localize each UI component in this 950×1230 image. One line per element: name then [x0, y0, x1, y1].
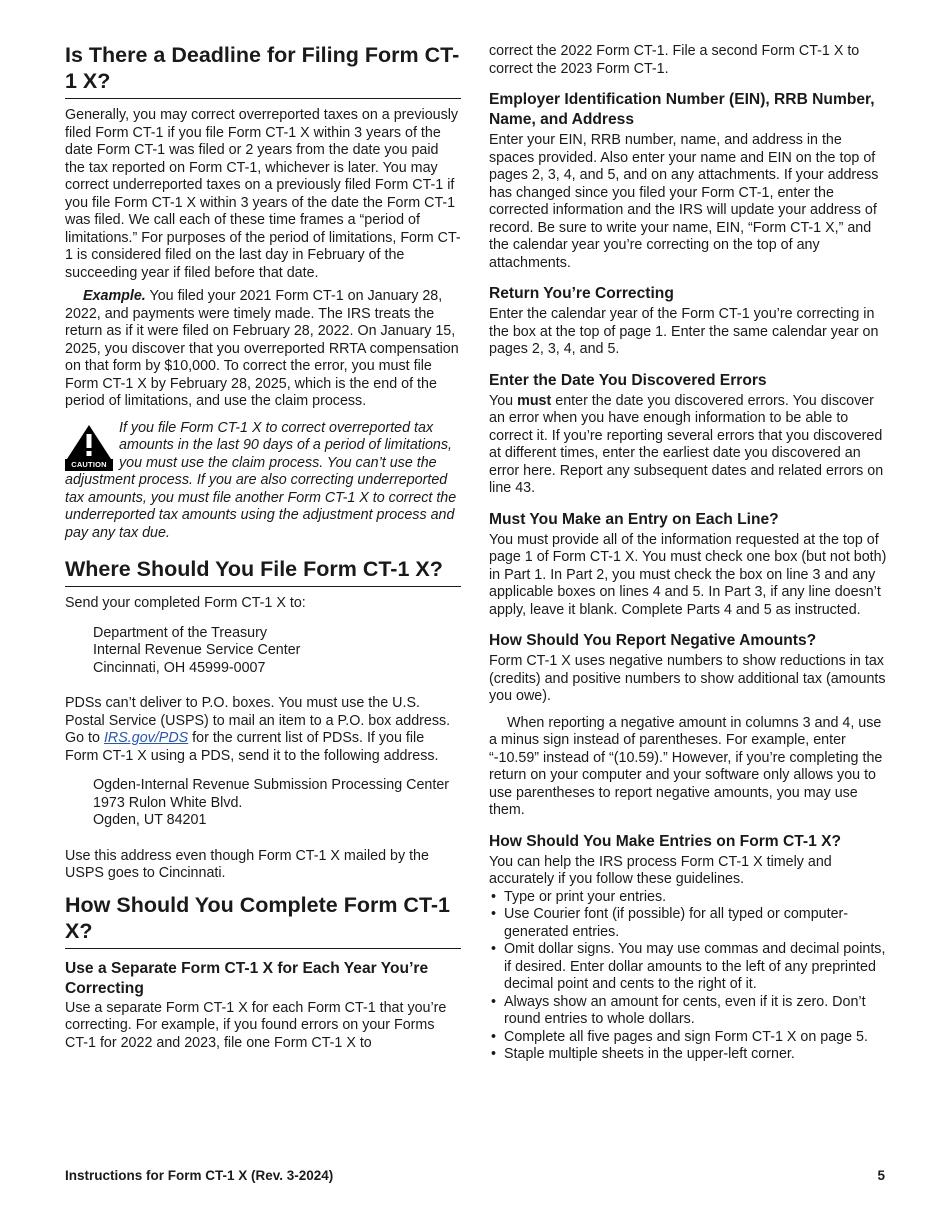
- footer-title: Instructions for Form CT-1 X (Rev. 3-2024): [65, 1168, 334, 1183]
- ogden-address: [93, 777, 461, 830]
- example-label: Example.: [83, 288, 146, 304]
- ein-text: Enter your EIN, RRB number, name, and address in the spaces provided. Also enter your name and EIN on the top of pages 2, 3, 4, and 5, and on any attachments. If your address has changed since you filed your Form CT-1, enter the corrected information and the IRS will update your address of record. Be sure to write your name, EIN, “Form CT-1 X,” and the calendar year you’re correcting on the top of any attachments.: [489, 132, 879, 271]
- list-item: • Type or print your entries.: [489, 889, 887, 907]
- pds-paragraph: [65, 695, 461, 765]
- page-footer: [65, 1168, 885, 1183]
- list-item: • Omit dollar signs. You may use commas and decimal points, if desired. Enter dollar amounts to the left of any preprinted decimal point and cents to the right of it.: [489, 941, 887, 994]
- caution-label: CAUTION: [65, 459, 113, 471]
- separate-text: Use a separate Form CT-1 X for each Form CT-1 that you’re correcting. For example, if you found errors on your Forms CT-1 for 2022 and 2023, file one Form CT-1 X to: [65, 999, 447, 1051]
- return-text: Enter the calendar year of the Form CT-1 you’re correcting in the box at the top of page 1. Enter the same calendar year on pages 2, 3, 4, and 5.: [489, 306, 879, 357]
- irs-pds-link[interactable]: IRS.gov/PDS: [103, 730, 189, 746]
- caution-text: If you file Form CT-1 X to correct overreported tax amounts in the last 90 days of a period of limitations, you must use the claim process. You can’t use the adjustment process. If you are also correcting underreported tax amounts, you must file another Form CT-1 X to correct the underreported tax amounts using the adjustment process and pay any tax due.: [65, 419, 457, 541]
- list-item: • Always show an amount for cents, even if it is zero. Don’t round entries to whole dollars.: [489, 994, 887, 1029]
- continued-text: correct the 2022 Form CT-1. File a second Form CT-1 X to correct the 2023 Form CT-1.: [489, 43, 860, 77]
- address-line: Internal Revenue Service Center: [93, 642, 301, 658]
- example-paragraph: [65, 288, 461, 411]
- entries-heading: How Should You Make Entries on Form CT-1 X?: [489, 832, 842, 850]
- send-text: Send your completed Form CT-1 X to:: [65, 595, 306, 611]
- list-item: • Use Courier font (if possible) for all typed or computer-generated entries.: [489, 906, 887, 941]
- entries-intro: You can help the IRS process Form CT-1 X timely and accurately if you follow these guidelines.: [489, 853, 832, 887]
- date-text-before: You: [489, 392, 518, 409]
- deadline-heading: Is There a Deadline for Filing Form CT-1 X?: [65, 42, 461, 99]
- ein-heading: Employer Identification Number (EIN), RRB Number, Name, and Address: [489, 91, 875, 128]
- separate-heading: Use a Separate Form CT-1 X for Each Year You’re Correcting: [65, 959, 429, 997]
- page-number: 5: [877, 1168, 885, 1183]
- entry-text: You must provide all of the information requested at the top of page 1 of Form CT-1 X. You must check one box (but not both) in Part 1. In Part 2, you must check the box on line 3 and any applicable boxes on lines 4 and 5. In Part 3, if any line doesn’t apply, leave it blank. Complete Parts 4 and 5 as instructed.: [489, 531, 887, 618]
- pds-text-before: PDSs can’t deliver to P.O. boxes. You must use the U.S. Postal Service (USPS) to mail an item to a P.O. box address. Go to: [65, 695, 451, 746]
- date-text: [489, 393, 887, 498]
- example-text: You filed your 2021 Form CT-1 on January 28, 2022, and payments were timely made. The IRS treats the return as if it were filed on February 28, 2022. On January 15, 2025, you discover that you overreported RRTA compensation on that form by $10,000. To correct the error, you must file Form CT-1 X by February 28, 2025, which is the end of the period of limitations, and use the claim process.: [65, 288, 459, 409]
- where-heading: Where Should You File Form CT-1 X?: [65, 556, 461, 587]
- must-emphasis: must: [517, 392, 552, 409]
- list-item: • Complete all five pages and sign Form CT-1 X on page 5.: [489, 1029, 887, 1047]
- address-line: Cincinnati, OH 45999-0007: [93, 659, 266, 676]
- address-line: Ogden, UT 84201: [93, 812, 207, 828]
- deadline-paragraph: Generally, you may correct overreported taxes on a previously filed Form CT-1 if you file Form CT-1 X within 3 years of the date Form CT-1 was filed or 2 years from the date you paid the tax reported on Form CT-1, whichever is later. You may correct underreported taxes on a previously filed Form CT-1 if you file Form CT-1 X within 3 years of the date the Form CT-1 was filed. We call each of these time frames a “period of limitations.” For purposes of the period of limitations, Form CT-1 is considered filed on the last day in February of the succeeding year if filed before that date.: [65, 107, 461, 281]
- list-item: • Staple multiple sheets in the upper-left corner.: [489, 1046, 887, 1064]
- address-line: Ogden-Internal Revenue Submission Processing Center: [93, 777, 450, 793]
- return-heading: Return You’re Correcting: [489, 285, 674, 302]
- treasury-address: [93, 625, 461, 678]
- address-line: 1973 Rulon White Blvd.: [93, 794, 243, 811]
- date-text-after: enter the date you discovered errors. You discover an error when you have enough information to be able to correct it. If you’re reporting several errors that you discovered at different times, enter the earliest date you discovered an error here. Report any subsequent dates and related errors on line 43.: [489, 392, 884, 496]
- use-address-text: Use this address even though Form CT-1 X mailed by the USPS goes to Cincinnati.: [65, 847, 429, 881]
- complete-heading: How Should You Complete Form CT-1 X?: [65, 892, 461, 949]
- pds-text-after: for the current list of PDSs. If you file Form CT-1 X using a PDS, send it to the following address.: [65, 730, 439, 764]
- guidelines-list: [489, 889, 887, 1064]
- caution-note: [65, 420, 461, 543]
- date-heading: Enter the Date You Discovered Errors: [489, 371, 767, 389]
- negative-heading: How Should You Report Negative Amounts?: [489, 632, 817, 649]
- negative-text-2: When reporting a negative amount in columns 3 and 4, use a minus sign instead of parentheses. For example, enter “-10.59” instead of “(10.59).” However, if you’re completing the return on your computer and your software only allows you to use parentheses to report negative amounts, you may use them.: [489, 714, 883, 818]
- address-line: Department of the Treasury: [93, 624, 268, 641]
- left-column: [65, 38, 461, 1052]
- right-column: [489, 43, 887, 1064]
- negative-text-1: Form CT-1 X uses negative numbers to show reductions in tax (credits) and positive numbers to show additional tax (amounts you owe).: [489, 653, 886, 704]
- caution-icon: [65, 423, 113, 471]
- entry-heading: Must You Make an Entry on Each Line?: [489, 510, 779, 528]
